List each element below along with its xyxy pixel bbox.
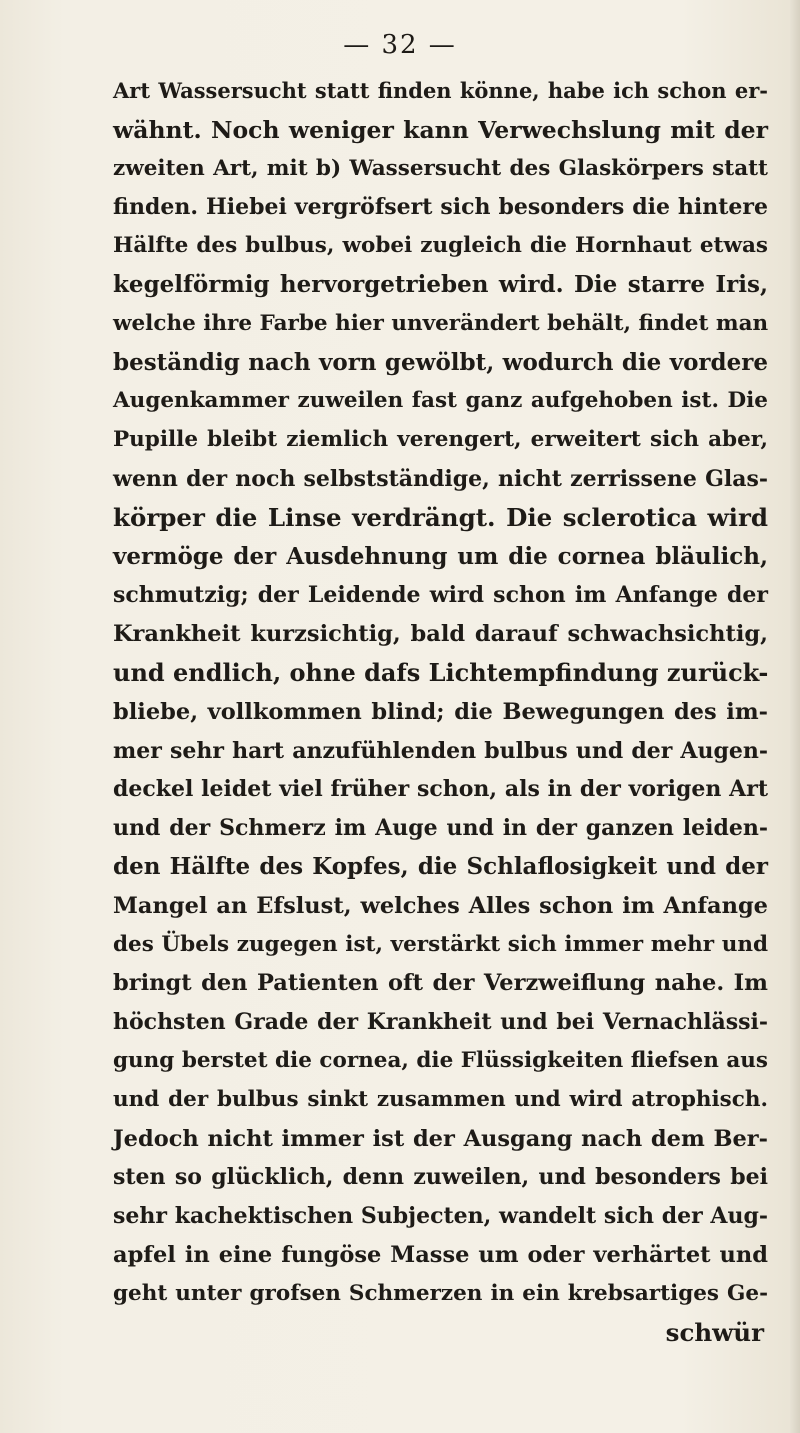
text-line: Art Wassersucht statt finden könne, habe ich schon er- (113, 78, 768, 103)
text-line: bliebe, vollkommen blind; die Bewegungen des im- (113, 698, 768, 725)
text-line: höchsten Grade der Krankheit und bei Vernachlässi- (113, 1009, 768, 1036)
text-line: bringt den Patienten oft der Verzweiflung nahe. Im (113, 970, 768, 997)
text-line: und der Schmerz im Auge und in der ganzen leiden- (113, 815, 768, 842)
text-line: finden. Hiebei vergröfsert sich besonders die hintere (113, 194, 768, 221)
text-line: und der bulbus sinkt zusammen und wird atrophisch. (113, 1086, 768, 1112)
text-line: und endlich, ohne dafs Lichtempfindung zurück- (113, 657, 769, 687)
text-line: wähnt. Noch weniger kann Verwechslung mit der (113, 115, 768, 144)
text-line: Mangel an Efslust, welches Alles schon im Anfange (113, 892, 768, 919)
text-line: deckel leidet viel früher schon, als in der vorigen Art (113, 776, 768, 803)
text-line: den Hälfte des Kopfes, die Schlaflosigkeit und der (113, 852, 768, 880)
text-line: Augenkammer zuweilen fast ganz aufgehoben ist. Die (113, 388, 768, 414)
text-line: kegelförmig hervorgetrieben wird. Die starre Iris, (113, 270, 768, 298)
text-line: zweiten Art, mit b) Wassersucht des Glaskörpers statt (113, 155, 768, 181)
page-edge (790, 0, 800, 1433)
text-line: sten so glücklich, denn zuweilen, und besonders bei (113, 1164, 768, 1191)
text-line: vermöge der Ausdehnung um die cornea bläulich, (113, 542, 768, 570)
text-line: apfel in eine fungöse Masse um oder verhärtet und (113, 1241, 768, 1268)
text-line: Krankheit kurzsichtig, bald darauf schwachsichtig, (113, 621, 768, 648)
text-line: sehr kachektischen Subjecten, wandelt sich der Aug- (113, 1203, 768, 1230)
catchword: schwür (665, 1317, 764, 1347)
text-line: wenn der noch selbstständige, nicht zerrissene Glas- (113, 465, 768, 492)
text-line: mer sehr hart anzufühlenden bulbus und der Augen- (113, 737, 768, 764)
text-line: geht unter grofsen Schmerzen in ein krebsartiges Ge- (113, 1280, 768, 1306)
text-line: schmutzig; der Leidende wird schon im Anfange der (113, 582, 768, 609)
text-line: Hälfte des bulbus, wobei zugleich die Hornhaut etwas (113, 233, 768, 259)
text-line: Jedoch nicht immer ist der Ausgang nach dem Ber- (113, 1125, 768, 1152)
page-number: — 32 — (343, 30, 457, 60)
text-line: körper die Linse verdrängt. Die sclerotica wird (113, 502, 768, 532)
text-line: Pupille bleibt ziemlich verengert, erweitert sich aber, (113, 427, 768, 453)
body-text (113, 72, 768, 1352)
text-line: gung berstet die cornea, die Flüssigkeiten fliefsen aus (113, 1047, 768, 1073)
text-line: welche ihre Farbe hier unverändert behält, findet man (113, 310, 769, 336)
text-line: beständig nach vorn gewölbt, wodurch die vordere (113, 348, 768, 376)
text-line: des Übels zugegen ist, verstärkt sich immer mehr und (113, 931, 768, 957)
